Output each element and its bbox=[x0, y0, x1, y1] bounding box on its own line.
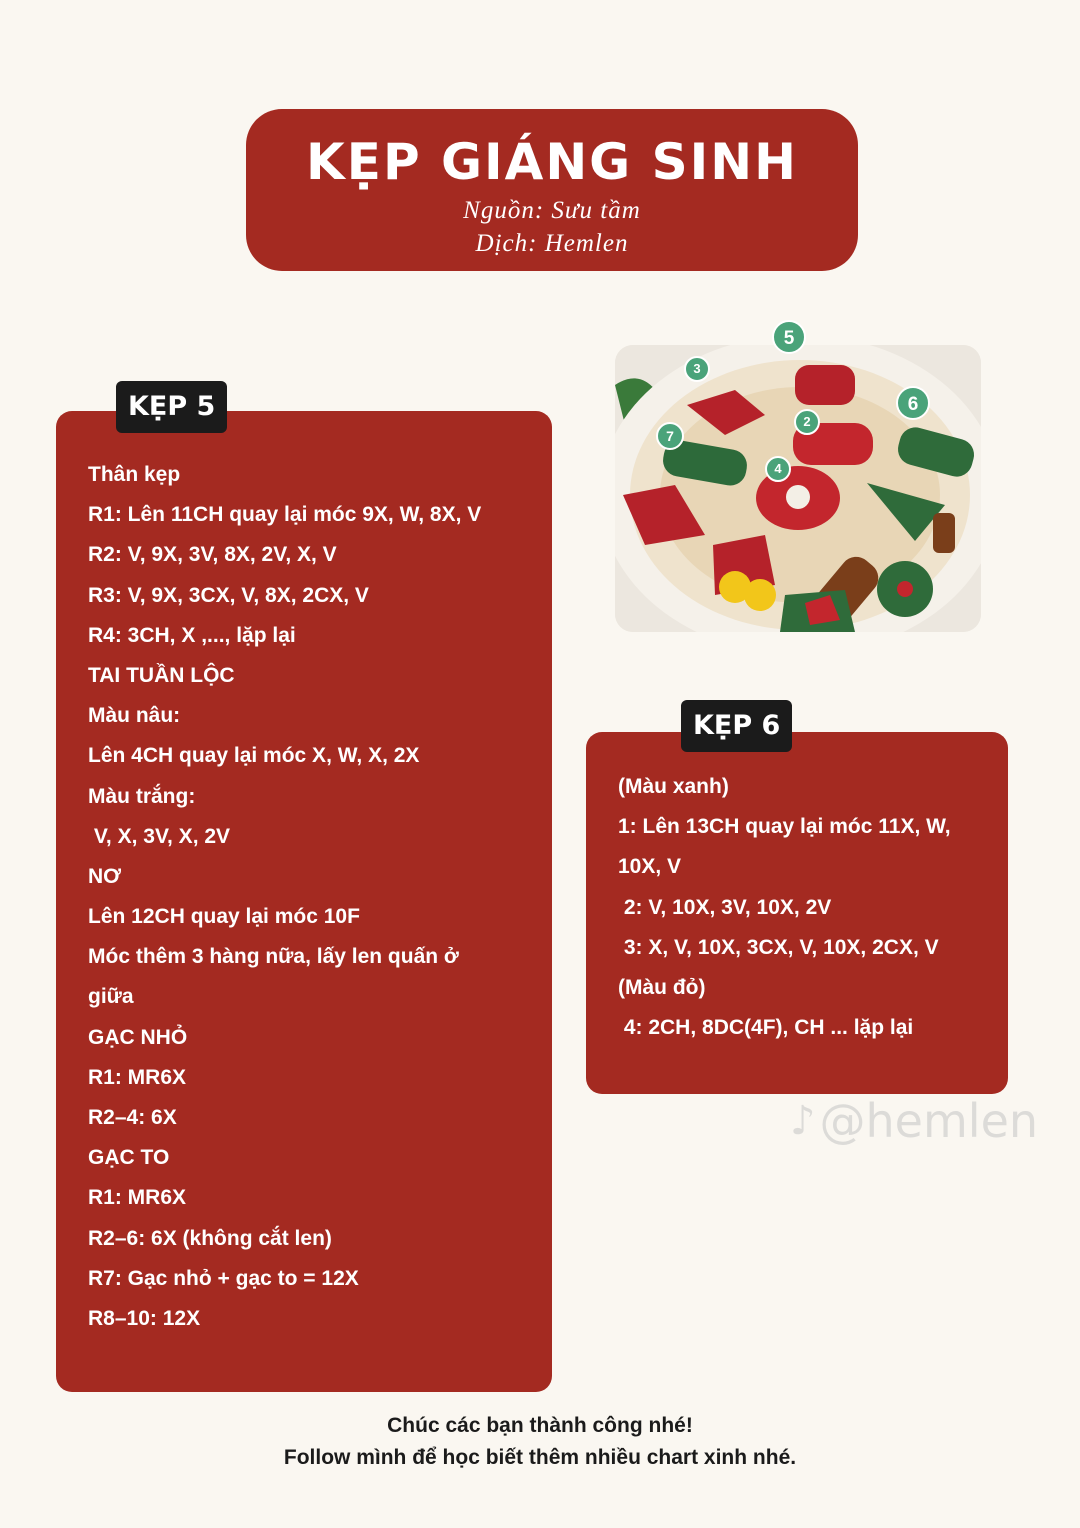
instruction-line: R8–10: 12X bbox=[88, 1306, 201, 1330]
instruction-line: (Màu đỏ) bbox=[618, 975, 706, 999]
instruction-line: Thân kẹp bbox=[88, 463, 181, 486]
instruction-line: GẠC NHỎ bbox=[88, 1025, 188, 1049]
instruction-line: V, X, 3V, X, 2V bbox=[88, 824, 231, 848]
instruction-line: Lên 4CH quay lại móc X, W, X, 2X bbox=[88, 744, 420, 768]
instruction-line: GẠC TO bbox=[88, 1146, 170, 1170]
instruction-line: R1: MR6X bbox=[88, 1186, 187, 1210]
kep-6-card bbox=[586, 732, 1008, 1094]
kep-5-label: KẸP 5 bbox=[116, 381, 227, 433]
tiktok-watermark bbox=[790, 1094, 1038, 1148]
instruction-line: giữa bbox=[88, 985, 134, 1009]
footer-message bbox=[0, 1410, 1080, 1474]
source-credit: Nguồn: Sưu tầm bbox=[463, 197, 641, 224]
instruction-line: R2: V, 9X, 3V, 8X, 2V, X, V bbox=[88, 543, 337, 567]
clip-number-badge: 4 bbox=[765, 456, 791, 482]
instruction-line: 3: X, V, 10X, 3CX, V, 10X, 2CX, V bbox=[618, 935, 939, 959]
footer-line-2: Follow mình để học biết thêm nhiều chart xinh nhé. bbox=[283, 1446, 797, 1469]
instruction-line: 4: 2CH, 8DC(4F), CH ... lặp lại bbox=[618, 1016, 914, 1040]
footer-line-1: Chúc các bạn thành công nhé! bbox=[387, 1414, 693, 1437]
kep-5-card bbox=[56, 411, 552, 1392]
instruction-line: Lên 12CH quay lại móc 10F bbox=[88, 905, 360, 929]
instruction-line: R4: 3CH, X ,..., lặp lại bbox=[88, 623, 296, 647]
instruction-line: R1: Lên 11CH quay lại móc 9X, W, 8X, V bbox=[88, 503, 482, 527]
instruction-line: Móc thêm 3 hàng nữa, lấy len quấn ở bbox=[88, 945, 459, 969]
instruction-line: R7: Gạc nhỏ + gạc to = 12X bbox=[88, 1266, 359, 1290]
instruction-line: 10X, V bbox=[618, 855, 682, 879]
instruction-line: TAI TUẦN LỘC bbox=[88, 663, 235, 687]
clip-number-badge: 3 bbox=[684, 356, 710, 382]
page-title: KẸP GIÁNG SINH bbox=[306, 133, 798, 191]
instruction-line: 1: Lên 13CH quay lại móc 11X, W, bbox=[618, 815, 951, 839]
kep-5-instructions bbox=[88, 455, 481, 1339]
clip-number-badge: 2 bbox=[794, 409, 820, 435]
instruction-line: Màu trắng: bbox=[88, 784, 196, 808]
clip-number-badge: 5 bbox=[772, 320, 806, 354]
title-banner bbox=[246, 109, 858, 271]
crochet-clips-photo bbox=[615, 345, 981, 632]
instruction-line: R2–6: 6X (không cắt len) bbox=[88, 1226, 332, 1250]
instruction-line: Màu nâu: bbox=[88, 704, 181, 728]
instruction-line: R1: MR6X bbox=[88, 1065, 187, 1089]
photo-illustration bbox=[615, 345, 981, 632]
clip-number-badge: 7 bbox=[656, 422, 684, 450]
tiktok-icon: ♪ bbox=[790, 1098, 816, 1144]
watermark-handle: @hemlen bbox=[819, 1094, 1039, 1148]
translator-credit: Dịch: Hemlen bbox=[475, 230, 629, 257]
instruction-line: (Màu xanh) bbox=[618, 775, 729, 798]
clip-number-badge: 6 bbox=[896, 386, 930, 420]
instruction-line: R2–4: 6X bbox=[88, 1106, 177, 1129]
kep-6-label: KẸP 6 bbox=[681, 700, 792, 752]
instruction-line: R3: V, 9X, 3CX, V, 8X, 2CX, V bbox=[88, 583, 369, 607]
instruction-line: 2: V, 10X, 3V, 10X, 2V bbox=[618, 895, 832, 919]
instruction-line: NƠ bbox=[88, 864, 122, 888]
kep-6-instructions bbox=[618, 767, 951, 1048]
